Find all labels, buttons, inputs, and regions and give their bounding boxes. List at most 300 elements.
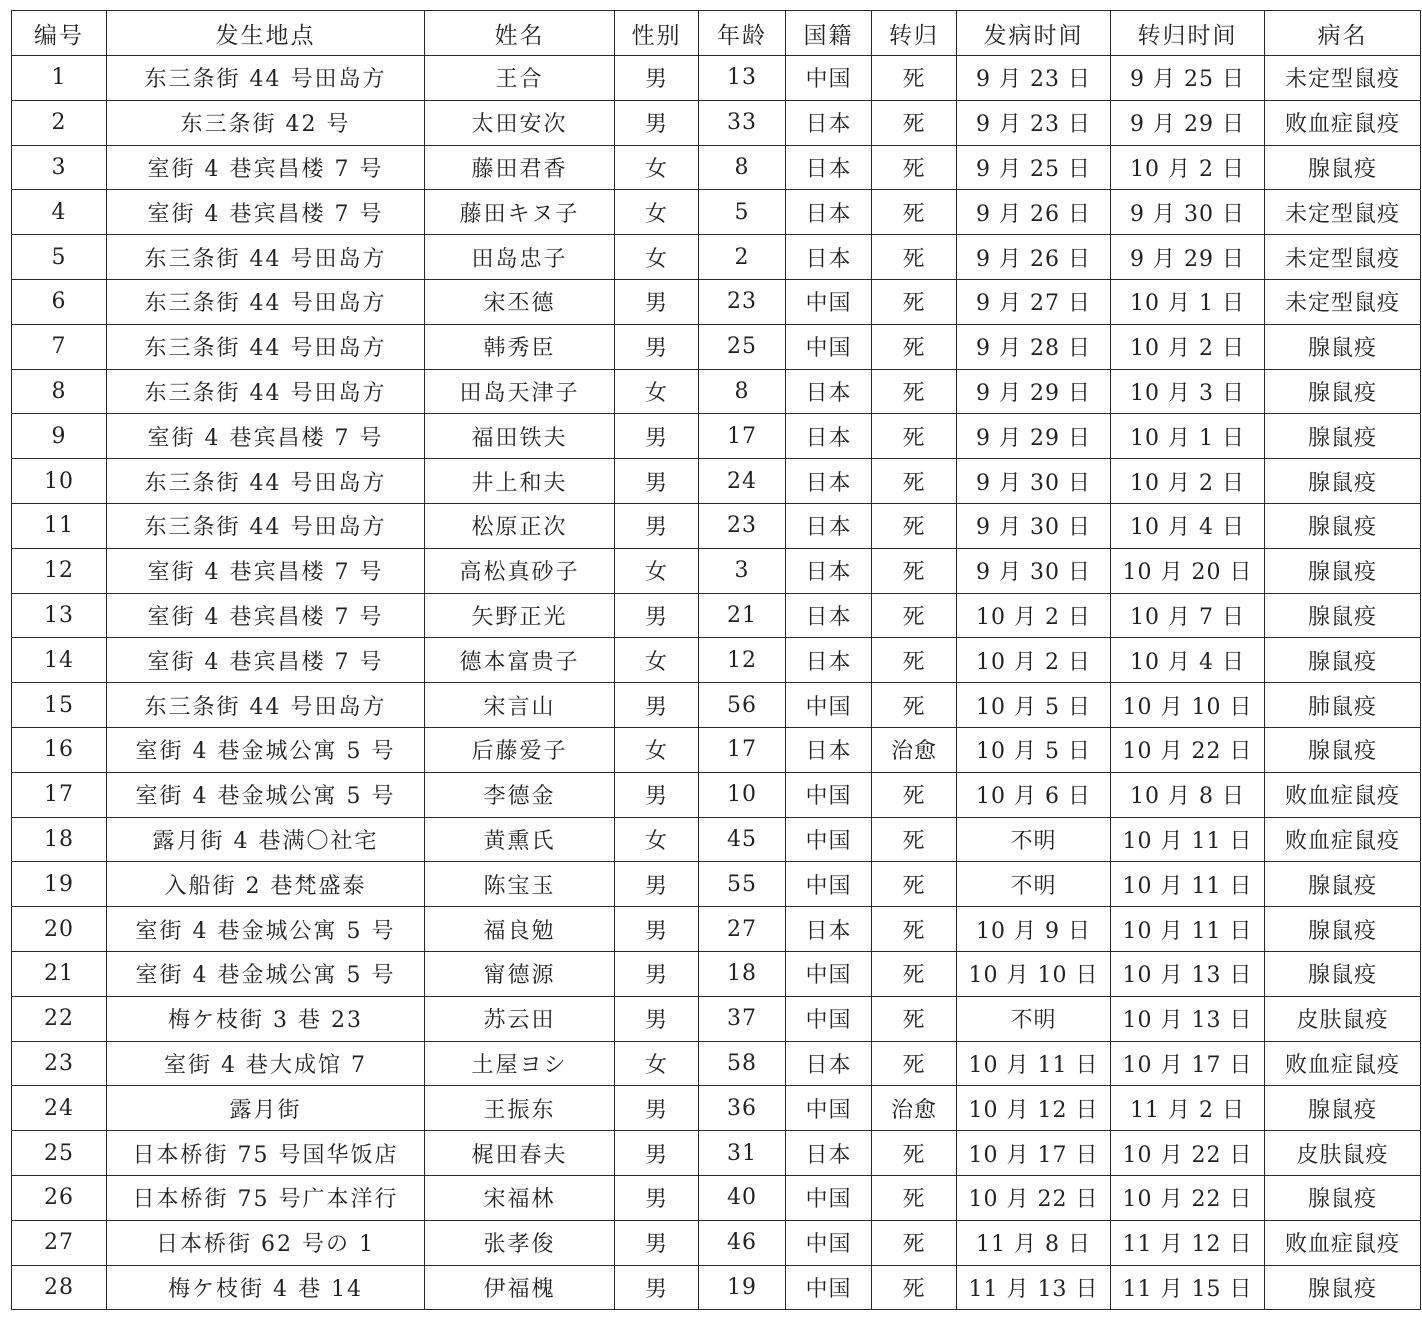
cell-name: 陈宝玉 bbox=[425, 862, 615, 907]
cell-nationality: 中国 bbox=[786, 1175, 872, 1220]
cell-age: 36 bbox=[699, 1086, 786, 1131]
cell-outcome: 死 bbox=[872, 1041, 957, 1086]
cell-number: 10 bbox=[12, 459, 107, 504]
cell-nationality: 中国 bbox=[786, 1086, 872, 1131]
cell-number: 22 bbox=[12, 996, 107, 1041]
cell-disease: 腺鼠疫 bbox=[1265, 324, 1421, 369]
plague-case-table bbox=[11, 10, 1421, 1310]
cell-sex: 男 bbox=[615, 414, 699, 459]
cell-nationality: 日本 bbox=[786, 503, 872, 548]
cell-outcome: 死 bbox=[872, 1175, 957, 1220]
cell-outcome: 死 bbox=[872, 1220, 957, 1265]
cell-outcome-date: 11 月 2 日 bbox=[1111, 1086, 1265, 1131]
header-outcome: 转归 bbox=[872, 11, 957, 56]
cell-disease: 腺鼠疫 bbox=[1265, 369, 1421, 414]
cell-age: 23 bbox=[699, 279, 786, 324]
cell-onset-date: 10 月 11 日 bbox=[957, 1041, 1111, 1086]
cell-sex: 男 bbox=[615, 503, 699, 548]
cell-number: 11 bbox=[12, 503, 107, 548]
cell-name: 宋福林 bbox=[425, 1175, 615, 1220]
cell-nationality: 日本 bbox=[786, 369, 872, 414]
cell-number: 7 bbox=[12, 324, 107, 369]
cell-age: 21 bbox=[699, 593, 786, 638]
header-outcome-date: 转归时间 bbox=[1111, 11, 1265, 56]
cell-location: 日本桥街 75 号国华饭店 bbox=[107, 1131, 425, 1176]
cell-location: 室街 4 巷宾昌楼 7 号 bbox=[107, 145, 425, 190]
table-row bbox=[12, 414, 1421, 459]
header-age: 年龄 bbox=[699, 11, 786, 56]
cell-age: 17 bbox=[699, 727, 786, 772]
cell-number: 12 bbox=[12, 548, 107, 593]
cell-outcome-date: 9 月 29 日 bbox=[1111, 235, 1265, 280]
cell-name: 苏云田 bbox=[425, 996, 615, 1041]
cell-age: 27 bbox=[699, 907, 786, 952]
cell-disease: 腺鼠疫 bbox=[1265, 459, 1421, 504]
header-location: 发生地点 bbox=[107, 11, 425, 56]
cell-sex: 男 bbox=[615, 100, 699, 145]
cell-disease: 腺鼠疫 bbox=[1265, 862, 1421, 907]
cell-name: 矢野正光 bbox=[425, 593, 615, 638]
cell-number: 21 bbox=[12, 951, 107, 996]
cell-age: 5 bbox=[699, 190, 786, 235]
cell-location: 东三条街 44 号田岛方 bbox=[107, 683, 425, 728]
cell-age: 33 bbox=[699, 100, 786, 145]
cell-disease: 腺鼠疫 bbox=[1265, 907, 1421, 952]
cell-location: 室街 4 巷金城公寓 5 号 bbox=[107, 772, 425, 817]
cell-disease: 败血症鼠疫 bbox=[1265, 772, 1421, 817]
cell-age: 18 bbox=[699, 951, 786, 996]
cell-disease: 败血症鼠疫 bbox=[1265, 1220, 1421, 1265]
cell-age: 46 bbox=[699, 1220, 786, 1265]
cell-number: 20 bbox=[12, 907, 107, 952]
cell-name: 藤田君香 bbox=[425, 145, 615, 190]
cell-sex: 男 bbox=[615, 996, 699, 1041]
table-row bbox=[12, 100, 1421, 145]
table-row bbox=[12, 817, 1421, 862]
cell-disease: 皮肤鼠疫 bbox=[1265, 1131, 1421, 1176]
cell-number: 18 bbox=[12, 817, 107, 862]
cell-outcome: 死 bbox=[872, 279, 957, 324]
cell-location: 东三条街 44 号田岛方 bbox=[107, 369, 425, 414]
cell-nationality: 中国 bbox=[786, 996, 872, 1041]
cell-nationality: 日本 bbox=[786, 1131, 872, 1176]
cell-location: 室街 4 巷宾昌楼 7 号 bbox=[107, 638, 425, 683]
cell-location: 露月街 bbox=[107, 1086, 425, 1131]
cell-location: 室街 4 巷大成馆 7 bbox=[107, 1041, 425, 1086]
table-row bbox=[12, 907, 1421, 952]
cell-disease: 腺鼠疫 bbox=[1265, 727, 1421, 772]
cell-sex: 男 bbox=[615, 1086, 699, 1131]
cell-outcome: 死 bbox=[872, 951, 957, 996]
cell-outcome: 死 bbox=[872, 907, 957, 952]
cell-number: 6 bbox=[12, 279, 107, 324]
cell-outcome-date: 10 月 10 日 bbox=[1111, 683, 1265, 728]
cell-sex: 男 bbox=[615, 862, 699, 907]
cell-disease: 腺鼠疫 bbox=[1265, 638, 1421, 683]
cell-name: 土屋ヨシ bbox=[425, 1041, 615, 1086]
cell-nationality: 中国 bbox=[786, 817, 872, 862]
cell-onset-date: 9 月 30 日 bbox=[957, 548, 1111, 593]
cell-age: 2 bbox=[699, 235, 786, 280]
cell-outcome-date: 10 月 22 日 bbox=[1111, 1131, 1265, 1176]
cell-nationality: 中国 bbox=[786, 951, 872, 996]
cell-sex: 女 bbox=[615, 145, 699, 190]
header-disease: 病名 bbox=[1265, 11, 1421, 56]
cell-outcome-date: 10 月 11 日 bbox=[1111, 862, 1265, 907]
cell-onset-date: 10 月 22 日 bbox=[957, 1175, 1111, 1220]
cell-location: 入船街 2 巷梵盛泰 bbox=[107, 862, 425, 907]
cell-number: 16 bbox=[12, 727, 107, 772]
cell-location: 室街 4 巷金城公寓 5 号 bbox=[107, 727, 425, 772]
cell-age: 56 bbox=[699, 683, 786, 728]
table-row bbox=[12, 1086, 1421, 1131]
cell-sex: 男 bbox=[615, 772, 699, 817]
cell-name: 黄熏氏 bbox=[425, 817, 615, 862]
cell-name: 松原正次 bbox=[425, 503, 615, 548]
cell-age: 17 bbox=[699, 414, 786, 459]
cell-outcome-date: 10 月 17 日 bbox=[1111, 1041, 1265, 1086]
cell-location: 东三条街 44 号田岛方 bbox=[107, 56, 425, 101]
cell-age: 8 bbox=[699, 145, 786, 190]
cell-nationality: 日本 bbox=[786, 459, 872, 504]
header-sex: 性别 bbox=[615, 11, 699, 56]
cell-number: 27 bbox=[12, 1220, 107, 1265]
cell-outcome: 死 bbox=[872, 503, 957, 548]
cell-name: 梶田春夫 bbox=[425, 1131, 615, 1176]
cell-sex: 女 bbox=[615, 1041, 699, 1086]
cell-onset-date: 9 月 29 日 bbox=[957, 414, 1111, 459]
cell-outcome: 死 bbox=[872, 772, 957, 817]
cell-name: 太田安次 bbox=[425, 100, 615, 145]
table-body bbox=[12, 56, 1421, 1310]
cell-sex: 女 bbox=[615, 190, 699, 235]
cell-outcome: 死 bbox=[872, 235, 957, 280]
cell-number: 15 bbox=[12, 683, 107, 728]
cell-outcome: 死 bbox=[872, 683, 957, 728]
cell-onset-date: 不明 bbox=[957, 817, 1111, 862]
cell-nationality: 日本 bbox=[786, 414, 872, 459]
cell-outcome: 死 bbox=[872, 862, 957, 907]
table-header bbox=[12, 11, 1421, 56]
table-row bbox=[12, 369, 1421, 414]
cell-name: 田岛天津子 bbox=[425, 369, 615, 414]
cell-outcome-date: 10 月 1 日 bbox=[1111, 414, 1265, 459]
table-row bbox=[12, 1175, 1421, 1220]
cell-sex: 男 bbox=[615, 56, 699, 101]
cell-sex: 女 bbox=[615, 548, 699, 593]
cell-nationality: 日本 bbox=[786, 1041, 872, 1086]
cell-age: 24 bbox=[699, 459, 786, 504]
cell-age: 3 bbox=[699, 548, 786, 593]
cell-age: 40 bbox=[699, 1175, 786, 1220]
cell-age: 25 bbox=[699, 324, 786, 369]
cell-outcome-date: 10 月 11 日 bbox=[1111, 817, 1265, 862]
cell-disease: 腺鼠疫 bbox=[1265, 414, 1421, 459]
cell-outcome: 治愈 bbox=[872, 1086, 957, 1131]
cell-onset-date: 10 月 5 日 bbox=[957, 727, 1111, 772]
cell-outcome: 死 bbox=[872, 100, 957, 145]
table-row bbox=[12, 727, 1421, 772]
cell-disease: 败血症鼠疫 bbox=[1265, 1041, 1421, 1086]
cell-location: 东三条街 44 号田岛方 bbox=[107, 279, 425, 324]
cell-location: 梅ケ枝街 4 巷 14 bbox=[107, 1265, 425, 1310]
cell-disease: 腺鼠疫 bbox=[1265, 145, 1421, 190]
cell-nationality: 中国 bbox=[786, 324, 872, 369]
cell-nationality: 日本 bbox=[786, 907, 872, 952]
cell-outcome-date: 10 月 4 日 bbox=[1111, 503, 1265, 548]
cell-outcome: 死 bbox=[872, 414, 957, 459]
cell-sex: 女 bbox=[615, 817, 699, 862]
cell-location: 东三条街 44 号田岛方 bbox=[107, 324, 425, 369]
table-row bbox=[12, 862, 1421, 907]
cell-number: 25 bbox=[12, 1131, 107, 1176]
cell-sex: 男 bbox=[615, 1265, 699, 1310]
cell-disease: 腺鼠疫 bbox=[1265, 548, 1421, 593]
cell-sex: 男 bbox=[615, 683, 699, 728]
cell-outcome-date: 9 月 30 日 bbox=[1111, 190, 1265, 235]
cell-outcome: 死 bbox=[872, 190, 957, 235]
cell-disease: 肺鼠疫 bbox=[1265, 683, 1421, 728]
cell-location: 日本桥街 62 号の 1 bbox=[107, 1220, 425, 1265]
cell-outcome: 死 bbox=[872, 145, 957, 190]
table-row bbox=[12, 548, 1421, 593]
cell-age: 58 bbox=[699, 1041, 786, 1086]
table-row bbox=[12, 683, 1421, 728]
cell-sex: 男 bbox=[615, 593, 699, 638]
cell-onset-date: 10 月 10 日 bbox=[957, 951, 1111, 996]
cell-disease: 未定型鼠疫 bbox=[1265, 235, 1421, 280]
cell-nationality: 日本 bbox=[786, 548, 872, 593]
cell-onset-date: 10 月 12 日 bbox=[957, 1086, 1111, 1131]
cell-onset-date: 不明 bbox=[957, 996, 1111, 1041]
cell-onset-date: 9 月 23 日 bbox=[957, 56, 1111, 101]
cell-outcome: 死 bbox=[872, 1265, 957, 1310]
cell-disease: 腺鼠疫 bbox=[1265, 1175, 1421, 1220]
cell-outcome-date: 10 月 11 日 bbox=[1111, 907, 1265, 952]
cell-sex: 男 bbox=[615, 1175, 699, 1220]
cell-nationality: 中国 bbox=[786, 772, 872, 817]
cell-outcome-date: 10 月 22 日 bbox=[1111, 1175, 1265, 1220]
cell-age: 13 bbox=[699, 56, 786, 101]
cell-age: 37 bbox=[699, 996, 786, 1041]
cell-nationality: 日本 bbox=[786, 145, 872, 190]
cell-outcome-date: 10 月 1 日 bbox=[1111, 279, 1265, 324]
cell-location: 室街 4 巷宾昌楼 7 号 bbox=[107, 190, 425, 235]
cell-outcome-date: 10 月 2 日 bbox=[1111, 145, 1265, 190]
cell-outcome: 死 bbox=[872, 324, 957, 369]
cell-sex: 女 bbox=[615, 235, 699, 280]
cell-sex: 男 bbox=[615, 279, 699, 324]
cell-number: 4 bbox=[12, 190, 107, 235]
cell-name: 李德金 bbox=[425, 772, 615, 817]
cell-age: 55 bbox=[699, 862, 786, 907]
cell-outcome-date: 10 月 3 日 bbox=[1111, 369, 1265, 414]
cell-disease: 未定型鼠疫 bbox=[1265, 56, 1421, 101]
cell-outcome-date: 9 月 29 日 bbox=[1111, 100, 1265, 145]
cell-sex: 男 bbox=[615, 1131, 699, 1176]
cell-number: 17 bbox=[12, 772, 107, 817]
cell-outcome-date: 10 月 4 日 bbox=[1111, 638, 1265, 683]
cell-number: 23 bbox=[12, 1041, 107, 1086]
cell-outcome: 治愈 bbox=[872, 727, 957, 772]
cell-number: 8 bbox=[12, 369, 107, 414]
cell-nationality: 日本 bbox=[786, 638, 872, 683]
cell-location: 室街 4 巷宾昌楼 7 号 bbox=[107, 593, 425, 638]
table-row bbox=[12, 324, 1421, 369]
table-row bbox=[12, 1131, 1421, 1176]
cell-nationality: 中国 bbox=[786, 1265, 872, 1310]
cell-nationality: 中国 bbox=[786, 1220, 872, 1265]
cell-onset-date: 9 月 23 日 bbox=[957, 100, 1111, 145]
cell-onset-date: 9 月 26 日 bbox=[957, 235, 1111, 280]
cell-name: 王合 bbox=[425, 56, 615, 101]
cell-disease: 未定型鼠疫 bbox=[1265, 190, 1421, 235]
cell-outcome: 死 bbox=[872, 638, 957, 683]
cell-sex: 男 bbox=[615, 907, 699, 952]
cell-location: 室街 4 巷宾昌楼 7 号 bbox=[107, 414, 425, 459]
cell-number: 13 bbox=[12, 593, 107, 638]
cell-location: 东三条街 44 号田岛方 bbox=[107, 459, 425, 504]
cell-name: 福良勉 bbox=[425, 907, 615, 952]
cell-sex: 男 bbox=[615, 1220, 699, 1265]
cell-name: 伊福槐 bbox=[425, 1265, 615, 1310]
cell-outcome-date: 10 月 20 日 bbox=[1111, 548, 1265, 593]
cell-name: 德本富贵子 bbox=[425, 638, 615, 683]
cell-disease: 未定型鼠疫 bbox=[1265, 279, 1421, 324]
cell-onset-date: 9 月 25 日 bbox=[957, 145, 1111, 190]
table-row bbox=[12, 235, 1421, 280]
header-row bbox=[12, 11, 1421, 56]
cell-age: 45 bbox=[699, 817, 786, 862]
cell-onset-date: 9 月 26 日 bbox=[957, 190, 1111, 235]
cell-nationality: 中国 bbox=[786, 279, 872, 324]
cell-sex: 男 bbox=[615, 459, 699, 504]
cell-age: 23 bbox=[699, 503, 786, 548]
table-row bbox=[12, 145, 1421, 190]
table-row bbox=[12, 996, 1421, 1041]
cell-name: 藤田キヌ子 bbox=[425, 190, 615, 235]
cell-nationality: 日本 bbox=[786, 235, 872, 280]
cell-number: 19 bbox=[12, 862, 107, 907]
cell-name: 后藤爱子 bbox=[425, 727, 615, 772]
cell-age: 31 bbox=[699, 1131, 786, 1176]
cell-outcome-date: 10 月 22 日 bbox=[1111, 727, 1265, 772]
cell-outcome: 死 bbox=[872, 996, 957, 1041]
cell-onset-date: 11 月 13 日 bbox=[957, 1265, 1111, 1310]
cell-name: 田岛忠子 bbox=[425, 235, 615, 280]
header-onset-date: 发病时间 bbox=[957, 11, 1111, 56]
cell-number: 3 bbox=[12, 145, 107, 190]
table-row bbox=[12, 56, 1421, 101]
table-row bbox=[12, 593, 1421, 638]
cell-outcome-date: 10 月 13 日 bbox=[1111, 951, 1265, 996]
table-row bbox=[12, 1265, 1421, 1310]
cell-onset-date: 9 月 29 日 bbox=[957, 369, 1111, 414]
cell-nationality: 日本 bbox=[786, 100, 872, 145]
cell-onset-date: 10 月 5 日 bbox=[957, 683, 1111, 728]
cell-name: 甯德源 bbox=[425, 951, 615, 996]
cell-nationality: 中国 bbox=[786, 862, 872, 907]
cell-nationality: 中国 bbox=[786, 683, 872, 728]
cell-location: 东三条街 44 号田岛方 bbox=[107, 503, 425, 548]
cell-location: 梅ケ枝街 3 巷 23 bbox=[107, 996, 425, 1041]
table-row bbox=[12, 638, 1421, 683]
cell-location: 东三条街 42 号 bbox=[107, 100, 425, 145]
cell-name: 韩秀臣 bbox=[425, 324, 615, 369]
cell-onset-date: 9 月 30 日 bbox=[957, 503, 1111, 548]
cell-location: 室街 4 巷金城公寓 5 号 bbox=[107, 907, 425, 952]
table-row bbox=[12, 951, 1421, 996]
cell-name: 张孝俊 bbox=[425, 1220, 615, 1265]
cell-outcome-date: 10 月 8 日 bbox=[1111, 772, 1265, 817]
cell-outcome-date: 9 月 25 日 bbox=[1111, 56, 1265, 101]
cell-name: 王振东 bbox=[425, 1086, 615, 1131]
cell-name: 福田铁夫 bbox=[425, 414, 615, 459]
cell-sex: 男 bbox=[615, 324, 699, 369]
cell-age: 12 bbox=[699, 638, 786, 683]
cell-nationality: 日本 bbox=[786, 593, 872, 638]
cell-disease: 腺鼠疫 bbox=[1265, 1086, 1421, 1131]
cell-onset-date: 10 月 9 日 bbox=[957, 907, 1111, 952]
cell-outcome-date: 10 月 7 日 bbox=[1111, 593, 1265, 638]
table-row bbox=[12, 1220, 1421, 1265]
cell-sex: 女 bbox=[615, 727, 699, 772]
table-row bbox=[12, 459, 1421, 504]
cell-number: 24 bbox=[12, 1086, 107, 1131]
cell-onset-date: 10 月 2 日 bbox=[957, 638, 1111, 683]
cell-number: 2 bbox=[12, 100, 107, 145]
table-row bbox=[12, 1041, 1421, 1086]
cell-disease: 腺鼠疫 bbox=[1265, 593, 1421, 638]
cell-outcome: 死 bbox=[872, 369, 957, 414]
table-row bbox=[12, 279, 1421, 324]
cell-location: 室街 4 巷金城公寓 5 号 bbox=[107, 951, 425, 996]
cell-outcome-date: 10 月 13 日 bbox=[1111, 996, 1265, 1041]
cell-onset-date: 9 月 27 日 bbox=[957, 279, 1111, 324]
cell-outcome: 死 bbox=[872, 1131, 957, 1176]
cell-age: 8 bbox=[699, 369, 786, 414]
cell-number: 1 bbox=[12, 56, 107, 101]
header-nationality: 国籍 bbox=[786, 11, 872, 56]
cell-outcome-date: 10 月 2 日 bbox=[1111, 324, 1265, 369]
cell-outcome: 死 bbox=[872, 459, 957, 504]
cell-age: 10 bbox=[699, 772, 786, 817]
cell-location: 日本桥街 75 号广本洋行 bbox=[107, 1175, 425, 1220]
cell-number: 14 bbox=[12, 638, 107, 683]
cell-onset-date: 11 月 8 日 bbox=[957, 1220, 1111, 1265]
cell-onset-date: 9 月 28 日 bbox=[957, 324, 1111, 369]
table-row bbox=[12, 503, 1421, 548]
cell-name: 井上和夫 bbox=[425, 459, 615, 504]
cell-number: 28 bbox=[12, 1265, 107, 1310]
cell-onset-date: 10 月 17 日 bbox=[957, 1131, 1111, 1176]
cell-outcome-date: 10 月 2 日 bbox=[1111, 459, 1265, 504]
cell-number: 26 bbox=[12, 1175, 107, 1220]
table-row bbox=[12, 772, 1421, 817]
cell-onset-date: 不明 bbox=[957, 862, 1111, 907]
cell-outcome: 死 bbox=[872, 548, 957, 593]
cell-nationality: 中国 bbox=[786, 56, 872, 101]
cell-location: 露月街 4 巷满〇社宅 bbox=[107, 817, 425, 862]
cell-nationality: 日本 bbox=[786, 190, 872, 235]
cell-onset-date: 10 月 2 日 bbox=[957, 593, 1111, 638]
cell-disease: 腺鼠疫 bbox=[1265, 1265, 1421, 1310]
cell-disease: 腺鼠疫 bbox=[1265, 503, 1421, 548]
cell-disease: 腺鼠疫 bbox=[1265, 951, 1421, 996]
header-number: 编号 bbox=[12, 11, 107, 56]
cell-name: 宋言山 bbox=[425, 683, 615, 728]
cell-outcome: 死 bbox=[872, 817, 957, 862]
